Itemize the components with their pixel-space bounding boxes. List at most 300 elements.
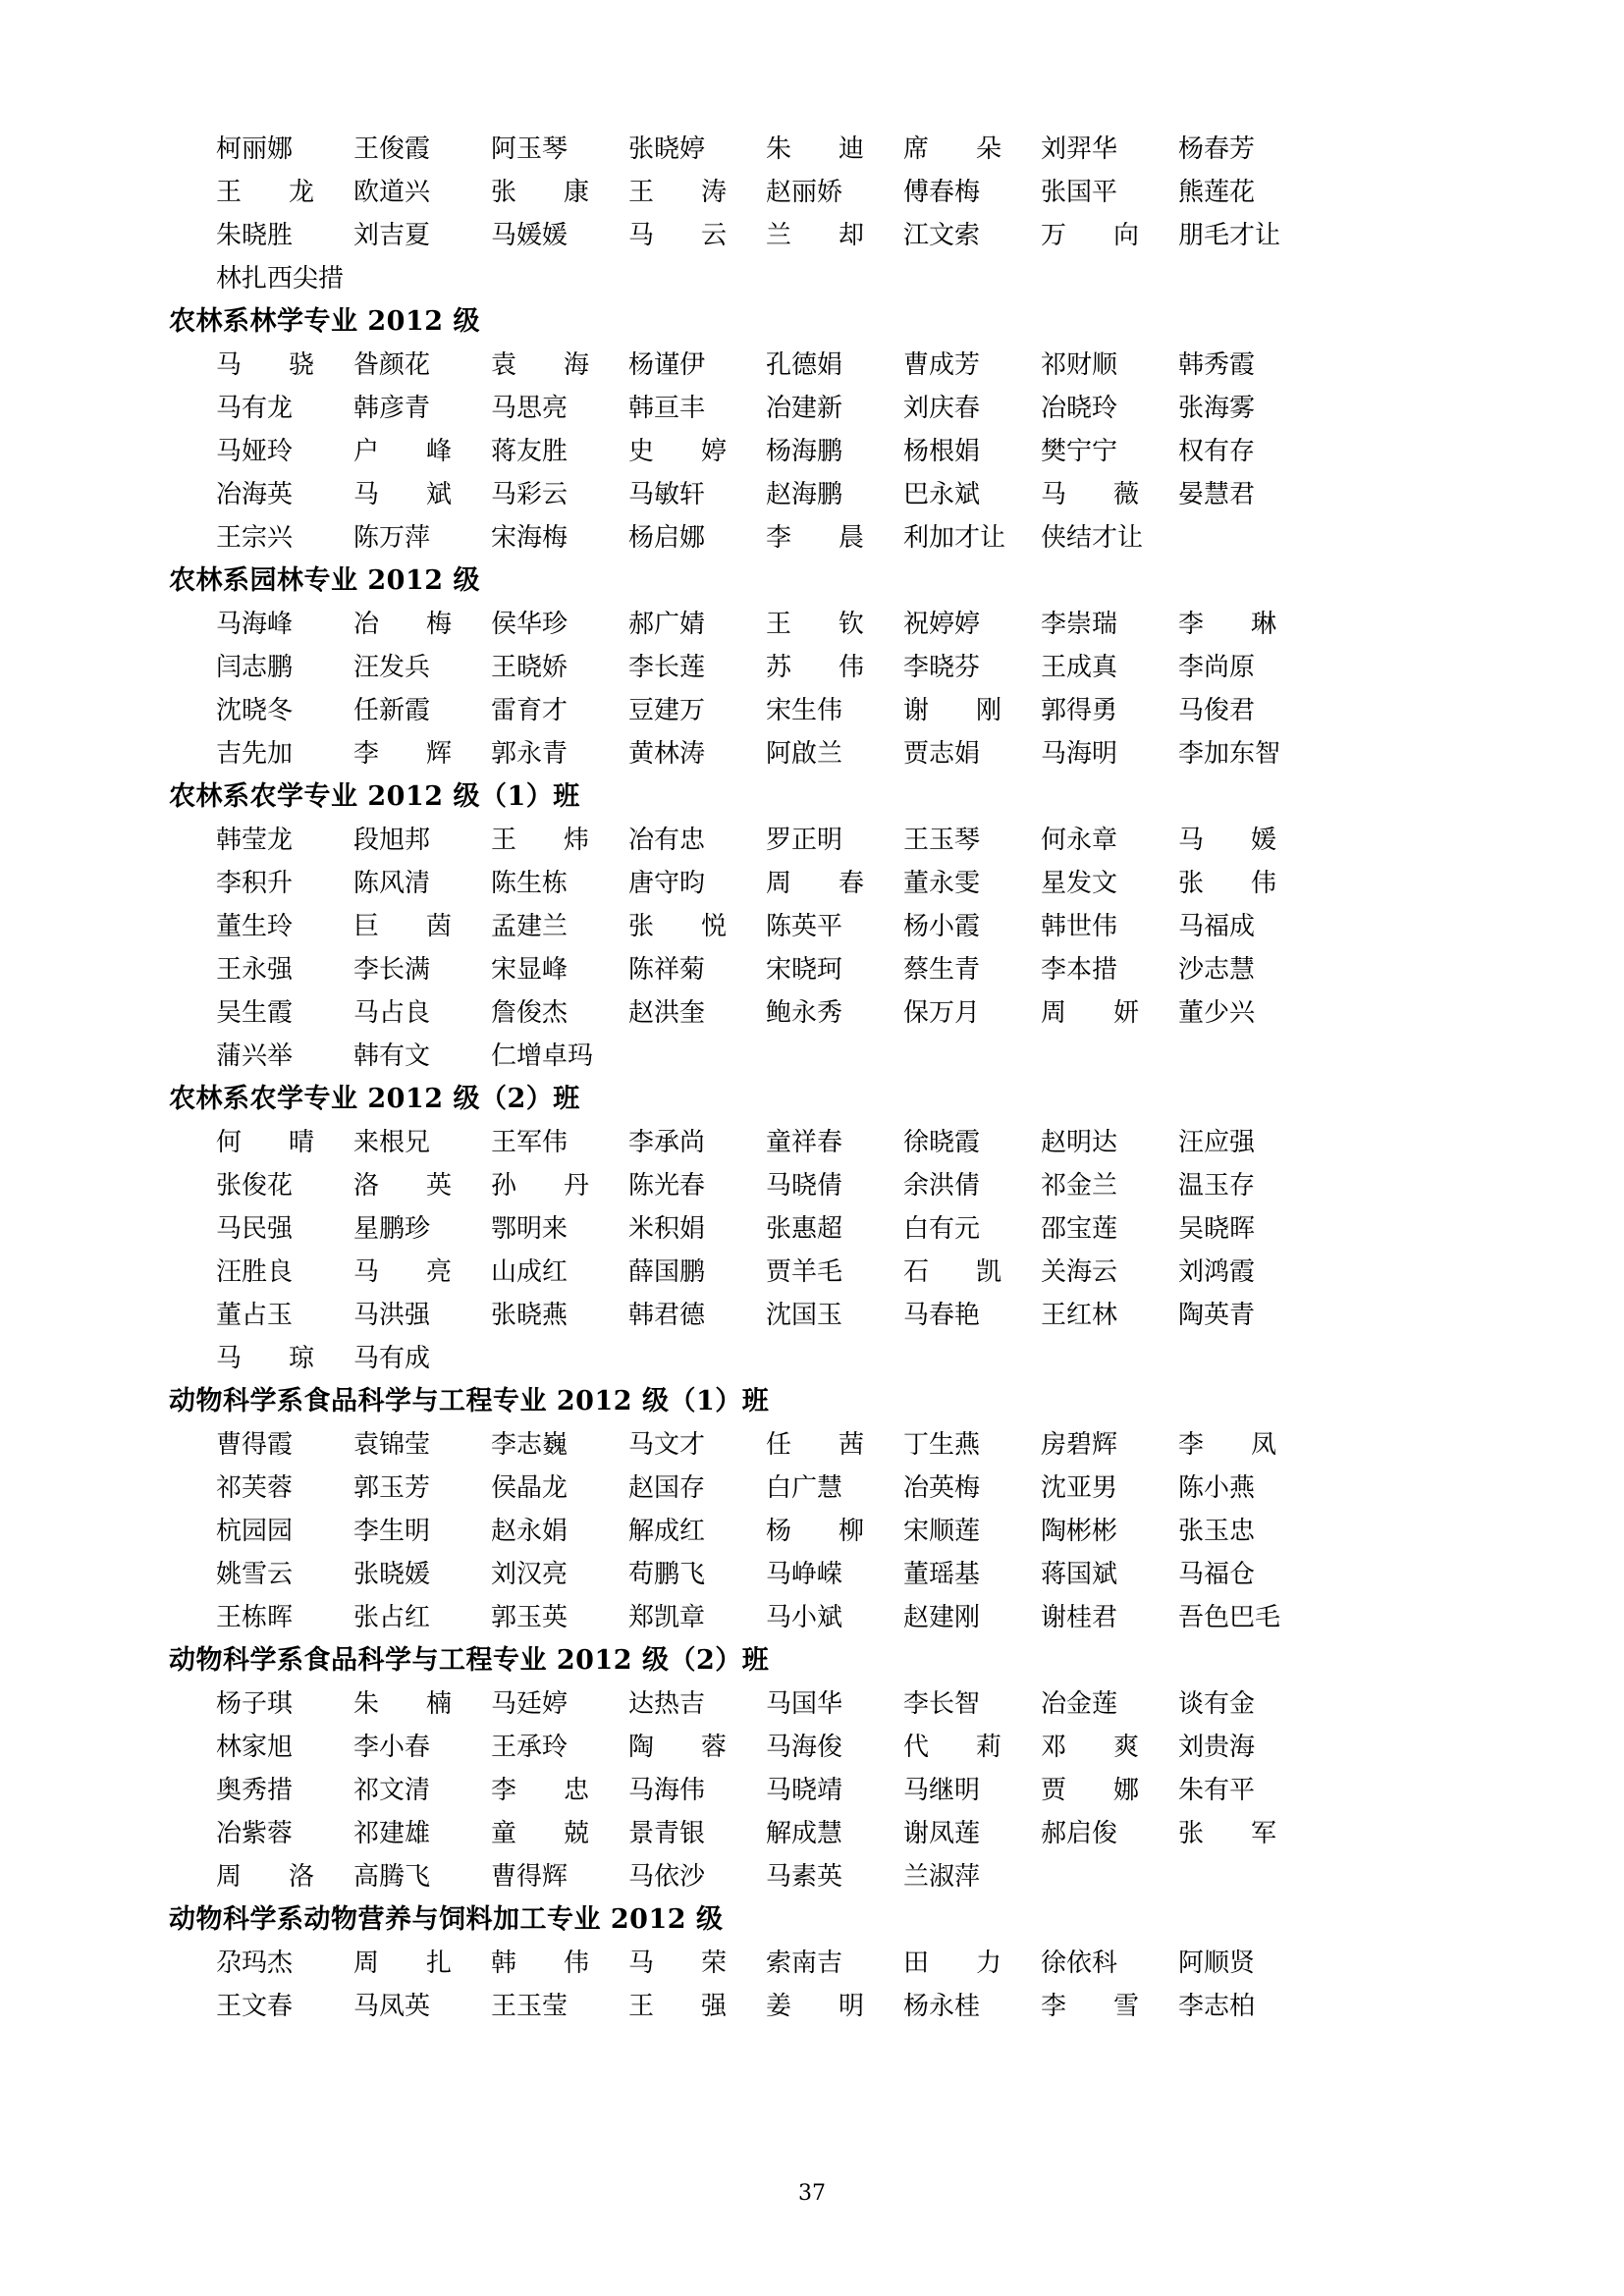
student-name: 巨 茵 [353,912,452,941]
name-row [216,430,1447,473]
student-name: 阿啟兰 [766,739,843,769]
student-name: 吴晓晖 [1178,1214,1256,1244]
student-name: 宋海梅 [491,523,568,553]
name-row [216,991,1447,1035]
section-heading: 动物科学系食品科学与工程专业 2012 级（1）班 [169,1386,770,1416]
student-name: 陈生栋 [491,869,568,898]
student-name: 邓 爽 [1041,1733,1139,1762]
student-name: 陈光春 [628,1171,706,1201]
student-name: 巴永斌 [903,480,981,509]
student-name: 马敏轩 [628,480,706,509]
name-row [216,819,1447,862]
student-name: 李尚原 [1178,653,1256,682]
student-name: 张海雾 [1178,394,1256,423]
roster-section [177,128,1447,300]
name-row [216,1294,1447,1337]
student-name: 代 莉 [903,1733,1001,1762]
student-name: 马小斌 [766,1603,843,1632]
name-row [216,1164,1447,1207]
student-name: 汪应强 [1178,1128,1256,1157]
student-name: 黄林涛 [628,739,706,769]
student-name: 星发文 [1041,869,1118,898]
student-name: 米积娟 [628,1214,706,1244]
student-name: 杨永桂 [903,1992,981,2021]
student-name: 马福仓 [1178,1560,1256,1589]
student-name: 李长满 [353,955,431,985]
student-name: 韩莹龙 [216,826,294,855]
student-name: 贾 娜 [1041,1776,1139,1805]
roster-section [169,1898,1447,2028]
student-name: 刘贵海 [1178,1733,1256,1762]
student-name: 韩君德 [628,1301,706,1330]
student-name: 马廷婷 [491,1689,568,1719]
student-name: 张晓婷 [628,134,706,164]
student-name: 刘庆春 [903,394,981,423]
student-name: 汪胜良 [216,1257,294,1287]
name-row [216,1035,1447,1078]
student-name: 王文春 [216,1992,294,2021]
student-name: 姜 明 [766,1992,864,2021]
student-name: 白广慧 [766,1473,843,1503]
student-name: 沈晓冬 [216,696,294,725]
student-name: 唐守昀 [628,869,706,898]
name-row [216,1682,1447,1726]
student-name: 杨小霞 [903,912,981,941]
student-name: 姚雪云 [216,1560,294,1589]
student-name: 闫志鹏 [216,653,294,682]
student-name: 鲍永秀 [766,998,843,1028]
student-name: 王 强 [628,1992,727,2021]
student-name: 高腾飞 [353,1862,431,1892]
student-name: 陈英平 [766,912,843,941]
name-row [216,862,1447,905]
names-block [177,1121,1447,1380]
student-name: 马峥嵘 [766,1560,843,1589]
section-heading: 农林系农学专业 2012 级（2）班 [169,1084,580,1114]
student-name: 谢 刚 [903,696,1001,725]
student-name: 户 峰 [353,437,452,466]
student-name: 李 雪 [1041,1992,1139,2021]
student-name: 李加东智 [1178,739,1281,769]
student-name: 欧道兴 [353,178,431,207]
student-name: 冶有忠 [628,826,706,855]
roster-section [169,775,1447,1078]
student-name: 余洪倩 [903,1171,981,1201]
name-row [216,1769,1447,1812]
student-name: 董永雯 [903,869,981,898]
student-name: 朋毛才让 [1178,221,1281,250]
student-name: 董瑶基 [903,1560,981,1589]
student-name: 吴生霞 [216,998,294,1028]
student-name: 汪发兵 [353,653,431,682]
student-name: 王栋晖 [216,1603,294,1632]
student-name: 李生明 [353,1517,431,1546]
student-name: 丁生燕 [903,1430,981,1460]
student-name: 冶英梅 [903,1473,981,1503]
student-name: 曹成芳 [903,350,981,380]
student-name: 杨谨伊 [628,350,706,380]
student-name: 马 亮 [353,1257,452,1287]
student-name: 祝婷婷 [903,610,981,639]
student-name: 樊宁宁 [1041,437,1118,466]
student-name: 谢桂君 [1041,1603,1118,1632]
student-name: 任新霞 [353,696,431,725]
student-name: 贾志娟 [903,739,981,769]
student-name: 杨 柳 [766,1517,864,1546]
student-name: 刘吉夏 [353,221,431,250]
student-name: 江文索 [903,221,981,250]
section-heading: 农林系农学专业 2012 级（1）班 [169,781,580,812]
student-name: 蔡生青 [903,955,981,985]
student-name: 兰淑萍 [903,1862,981,1892]
section-heading: 动物科学系动物营养与饲料加工专业 2012 级 [169,1904,724,1935]
names-block [177,344,1447,560]
student-name: 马 媛 [1178,826,1276,855]
student-name: 雷育才 [491,696,568,725]
student-name: 张晓燕 [491,1301,568,1330]
names-block [177,603,1447,775]
student-name: 朱晓胜 [216,221,294,250]
student-name: 温玉存 [1178,1171,1256,1201]
student-name: 李本措 [1041,955,1118,985]
student-name: 奥秀措 [216,1776,294,1805]
student-name: 袁锦莹 [353,1430,431,1460]
student-name: 赵国存 [628,1473,706,1503]
student-name: 杨启娜 [628,523,706,553]
student-name: 杨春芳 [1178,134,1256,164]
student-name: 王军伟 [491,1128,568,1157]
student-name: 赵永娟 [491,1517,568,1546]
name-row [216,603,1447,646]
student-name: 童祥春 [766,1128,843,1157]
names-block [177,1682,1447,1898]
name-row [216,1596,1447,1639]
student-name: 孔德娟 [766,350,843,380]
student-name: 陈祥菊 [628,955,706,985]
student-name: 朱 迪 [766,134,864,164]
student-name: 董少兴 [1178,998,1256,1028]
student-name: 李志柏 [1178,1992,1256,2021]
student-name: 韩有文 [353,1041,431,1071]
student-name: 冶晓玲 [1041,394,1118,423]
name-row [216,1423,1447,1467]
student-name: 马晓倩 [766,1171,843,1201]
student-name: 郝启俊 [1041,1819,1118,1848]
section-heading: 农林系林学专业 2012 级 [169,306,480,337]
section-heading: 动物科学系食品科学与工程专业 2012 级（2）班 [169,1645,770,1676]
roster-section [169,1078,1447,1380]
student-name: 蒋国斌 [1041,1560,1118,1589]
student-name: 马海俊 [766,1733,843,1762]
student-name: 张占红 [353,1603,431,1632]
name-row [216,171,1447,214]
student-name: 赵海鹏 [766,480,843,509]
student-name: 韩秀霞 [1178,350,1256,380]
student-name: 刘汉亮 [491,1560,568,1589]
student-name: 张俊花 [216,1171,294,1201]
student-name: 张 伟 [1178,869,1276,898]
student-name: 张 军 [1178,1819,1276,1848]
student-name: 房碧辉 [1041,1430,1118,1460]
student-name: 仁增卓玛 [491,1041,594,1071]
student-name: 郭永青 [491,739,568,769]
student-name: 苏 伟 [766,653,864,682]
student-name: 阿玉琴 [491,134,568,164]
student-name: 冶建新 [766,394,843,423]
student-name: 权有存 [1178,437,1256,466]
student-name: 陶 蓉 [628,1733,727,1762]
name-row [216,1467,1447,1510]
student-name: 徐晓霞 [903,1128,981,1157]
student-name: 祁建雄 [353,1819,431,1848]
student-name: 马凤英 [353,1992,431,2021]
student-name: 王宗兴 [216,523,294,553]
student-name: 马 薇 [1041,480,1139,509]
student-name: 任 茜 [766,1430,864,1460]
student-name: 阿顺贤 [1178,1949,1256,1978]
student-name: 马占良 [353,998,431,1028]
student-name: 马 云 [628,221,727,250]
name-row [216,128,1447,171]
student-name: 马文才 [628,1430,706,1460]
student-name: 王红林 [1041,1301,1118,1330]
name-row [216,257,1447,300]
student-name: 祁芙蓉 [216,1473,294,1503]
student-name: 马 荣 [628,1949,727,1978]
student-name: 李崇瑞 [1041,610,1118,639]
student-name: 谈有金 [1178,1689,1256,1719]
student-name: 林扎西尖措 [216,264,345,294]
student-name: 韩 伟 [491,1949,589,1978]
student-name: 贾羊毛 [766,1257,843,1287]
student-name: 利加才让 [903,523,1006,553]
student-name: 赵明达 [1041,1128,1118,1157]
student-name: 冶海英 [216,480,294,509]
roster-section [169,1380,1447,1639]
student-name: 赵洪奎 [628,998,706,1028]
student-name: 张晓媛 [353,1560,431,1589]
student-name: 鄂明来 [491,1214,568,1244]
name-row [216,689,1447,732]
student-name: 詹俊杰 [491,998,568,1028]
student-name: 林家旭 [216,1733,294,1762]
student-name: 张 悦 [628,912,727,941]
student-name: 曹得辉 [491,1862,568,1892]
student-name: 韩彦青 [353,394,431,423]
student-name: 马娅玲 [216,437,294,466]
page-number: 37 [798,2181,826,2206]
student-name: 郑凯章 [628,1603,706,1632]
student-name: 李晓芬 [903,653,981,682]
student-name: 段旭邦 [353,826,431,855]
student-name: 吉先加 [216,739,294,769]
student-name: 杭园园 [216,1517,294,1546]
name-row [216,1855,1447,1898]
name-row [216,905,1447,948]
student-name: 洛 英 [353,1171,452,1201]
student-name: 达热吉 [628,1689,706,1719]
student-name: 杨海鹏 [766,437,843,466]
student-name: 马依沙 [628,1862,706,1892]
student-name: 马洪强 [353,1301,431,1330]
student-name: 王 涛 [628,178,727,207]
student-name: 李 凤 [1178,1430,1276,1460]
student-name: 陶英青 [1178,1301,1256,1330]
student-name: 李长智 [903,1689,981,1719]
student-name: 马国华 [766,1689,843,1719]
student-name: 星鹏珍 [353,1214,431,1244]
student-name: 董生玲 [216,912,294,941]
student-name: 周 扎 [353,1949,452,1978]
student-name: 冶紫蓉 [216,1819,294,1848]
student-name: 徐依科 [1041,1949,1118,1978]
name-row [216,1337,1447,1380]
name-row [216,1121,1447,1164]
student-name: 苟鹏飞 [628,1560,706,1589]
student-name: 李长莲 [628,653,706,682]
section-heading: 农林系园林专业 2012 级 [169,565,480,596]
student-name: 来根兄 [353,1128,431,1157]
student-name: 李 晨 [766,523,864,553]
student-name: 陈万萍 [353,523,431,553]
student-name: 王俊霞 [353,134,431,164]
student-name: 郭得勇 [1041,696,1118,725]
student-name: 张国平 [1041,178,1118,207]
student-name: 王玉琴 [903,826,981,855]
student-name: 陈小燕 [1178,1473,1256,1503]
student-name: 周 妍 [1041,998,1139,1028]
names-block [177,819,1447,1078]
student-name: 周 洛 [216,1862,314,1892]
student-name: 景青银 [628,1819,706,1848]
student-name: 李 忠 [491,1776,589,1805]
student-name: 侯华珍 [491,610,568,639]
student-name: 冶 梅 [353,610,452,639]
student-name: 赵丽娇 [766,178,843,207]
student-name: 何永章 [1041,826,1118,855]
student-name: 刘鸿霞 [1178,1257,1256,1287]
student-name: 杨子琪 [216,1689,294,1719]
names-block [177,128,1447,300]
student-name: 王 炜 [491,826,589,855]
student-name: 马 斌 [353,480,452,509]
name-row [216,1553,1447,1596]
roster-section [169,300,1447,560]
student-name: 祁文清 [353,1776,431,1805]
student-name: 万 向 [1041,221,1139,250]
student-name: 朱 楠 [353,1689,452,1719]
student-name: 尕玛杰 [216,1949,294,1978]
student-name: 马继明 [903,1776,981,1805]
name-row [216,1985,1447,2028]
student-name: 童 兢 [491,1819,589,1848]
student-name: 保万月 [903,998,981,1028]
name-row [216,948,1447,991]
student-name: 孙 丹 [491,1171,589,1201]
student-name: 张玉忠 [1178,1517,1256,1546]
student-name: 王承玲 [491,1733,568,1762]
student-name: 马民强 [216,1214,294,1244]
student-name: 韩世伟 [1041,912,1118,941]
student-name: 马媛媛 [491,221,568,250]
name-row [216,1510,1447,1553]
student-name: 杨根娟 [903,437,981,466]
student-name: 宋显峰 [491,955,568,985]
roster-section [169,560,1447,775]
student-name: 沙志慧 [1178,955,1256,985]
name-row [216,516,1447,560]
student-name: 朱有平 [1178,1776,1256,1805]
student-name: 马海峰 [216,610,294,639]
student-name: 熊莲花 [1178,178,1256,207]
student-name: 侯晶龙 [491,1473,568,1503]
names-block [177,1423,1447,1639]
student-name: 宋晓珂 [766,955,843,985]
student-name: 宋生伟 [766,696,843,725]
name-row [216,1207,1447,1251]
student-name: 柯丽娜 [216,134,294,164]
student-name: 韩亘丰 [628,394,706,423]
student-name: 张惠超 [766,1214,843,1244]
student-name: 马福成 [1178,912,1256,941]
student-name: 李小春 [353,1733,431,1762]
student-name: 解成慧 [766,1819,843,1848]
student-name: 袁 海 [491,350,589,380]
name-row [216,732,1447,775]
roster-section [169,1639,1447,1898]
name-row [216,646,1447,689]
student-name: 陶彬彬 [1041,1517,1118,1546]
name-row [216,214,1447,257]
student-name: 沈亚男 [1041,1473,1118,1503]
student-name: 李承尚 [628,1128,706,1157]
student-name: 王晓娇 [491,653,568,682]
student-name: 薛国鹏 [628,1257,706,1287]
student-name: 王成真 [1041,653,1118,682]
student-name: 马春艳 [903,1301,981,1330]
student-name: 李志巍 [491,1430,568,1460]
student-name: 豆建万 [628,696,706,725]
student-name: 李 辉 [353,739,452,769]
student-name: 马海伟 [628,1776,706,1805]
student-name: 马有龙 [216,394,294,423]
student-name: 王永强 [216,955,294,985]
student-name: 董占玉 [216,1301,294,1330]
student-name: 昝颜花 [353,350,431,380]
student-name: 侠结才让 [1041,523,1144,553]
student-name: 马素英 [766,1862,843,1892]
student-name: 祁财顺 [1041,350,1118,380]
student-name: 张 康 [491,178,589,207]
name-row [216,473,1447,516]
student-name: 郭玉芳 [353,1473,431,1503]
student-name: 石 凯 [903,1257,1001,1287]
student-name: 邵宝莲 [1041,1214,1118,1244]
student-name: 郝广婧 [628,610,706,639]
student-name: 宋顺莲 [903,1517,981,1546]
student-name: 蒲兴举 [216,1041,294,1071]
student-name: 周 春 [766,869,864,898]
student-name: 何 晴 [216,1128,314,1157]
name-row [216,1251,1447,1294]
names-block [177,1942,1447,2028]
student-name: 席 朵 [903,134,1001,164]
student-name: 傅春梅 [903,178,981,207]
student-name: 沈国玉 [766,1301,843,1330]
student-name: 孟建兰 [491,912,568,941]
student-name: 马彩云 [491,480,568,509]
student-name: 吾色巴毛 [1178,1603,1281,1632]
